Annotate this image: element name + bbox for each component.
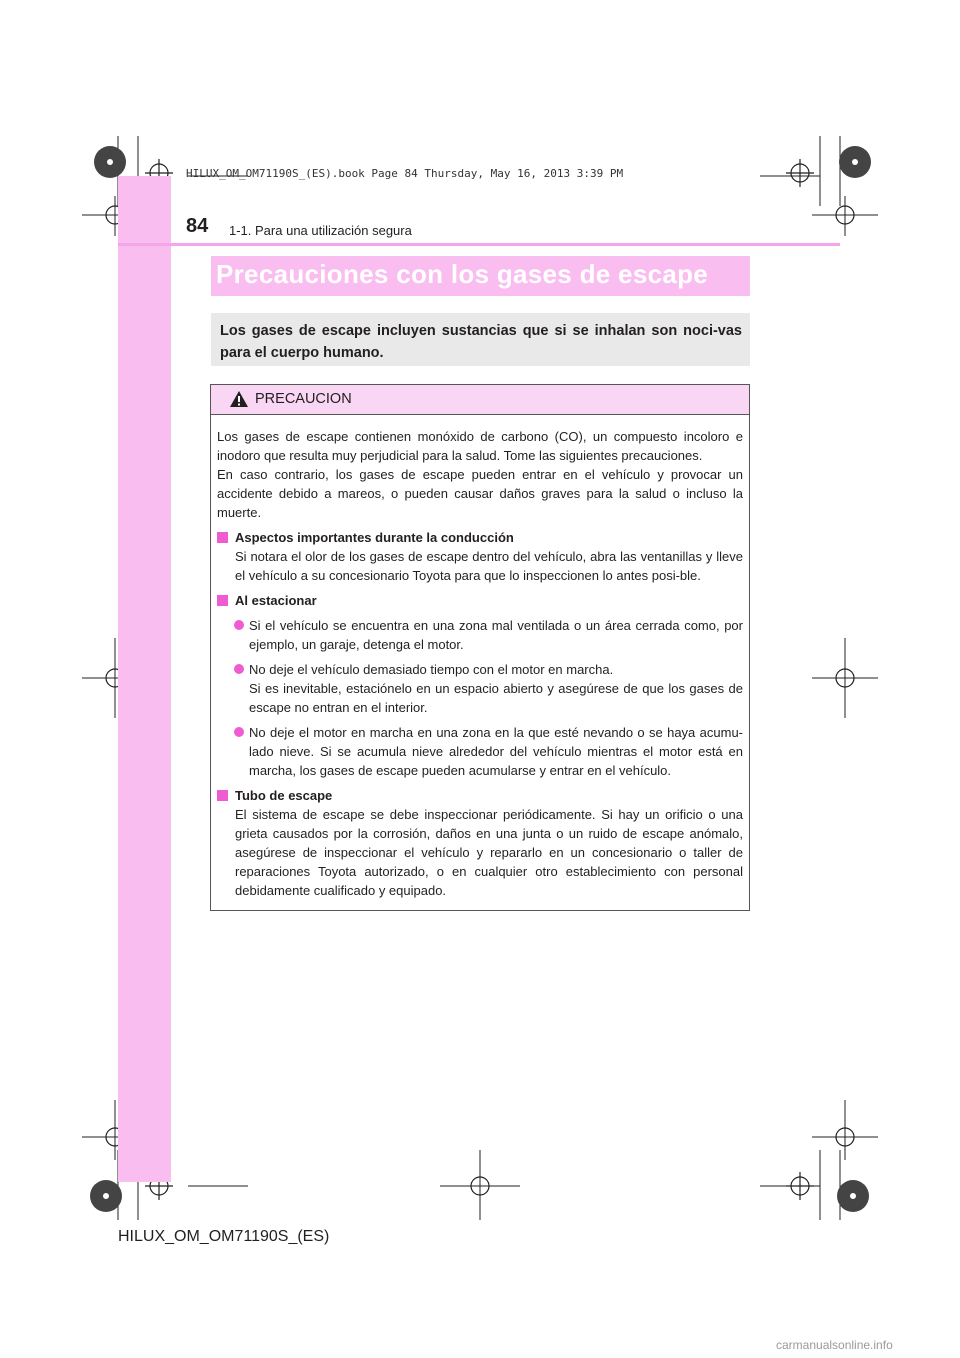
square-bullet-icon: [217, 790, 228, 801]
section-heading: Al estacionar: [217, 591, 743, 610]
section-text: El sistema de escape se debe inspeccionar periódicamente. Si hay un orificio o una grieta causados por la corrosión, daños en una junta o un ruido de escape anómalo, asegúrese de inspeccionar el vehículo y repararlo en un concesionario o taller de reparaciones Toyota autorizado, o en cualquier otro establecimiento con personal debidamente cualificado y equipado.: [235, 807, 743, 898]
caution-paragraph: Los gases de escape contienen monóxido de carbono (CO), un compuesto incoloro e inodoro que resulta muy perjudicial para la salud. Tome las siguientes precauciones.: [217, 429, 743, 463]
list-item: No deje el motor en marcha en una zona en la que esté nevando o se haya acumu-lado nieve. Si se acumula nieve alrededor del vehículo mientras el motor está en marcha, los gases de escape pueden acumularse y entrar en el vehículo.: [217, 723, 743, 780]
section-heading: Aspectos importantes durante la conducción: [217, 528, 743, 547]
list-item: Si el vehículo se encuentra en una zona mal ventilada o un área cerrada como, por ejemplo, un garaje, detenga el motor.: [217, 616, 743, 654]
section-text: Si notara el olor de los gases de escape dentro del vehículo, abra las ventanillas y lleve el vehículo a su concesionario Toyota para que lo inspeccionen lo antes posi-ble.: [235, 549, 743, 583]
page-title: Precauciones con los gases de escape: [216, 259, 709, 289]
footer-code: HILUX_OM_OM71190S_(ES): [118, 1228, 330, 1245]
section-heading: Tubo de escape: [217, 786, 743, 805]
square-bullet-icon: [217, 532, 228, 543]
round-bullet-icon: [234, 620, 244, 630]
square-bullet-icon: [217, 595, 228, 606]
section-title: 1-1. Para una utilización segura: [229, 223, 412, 238]
side-tab: [118, 176, 171, 1182]
book-info: HILUX_OM_OM71190S_(ES).book Page 84 Thursday, May 16, 2013 3:39 PM: [186, 167, 624, 180]
caution-box: [210, 384, 750, 911]
warning-icon: [229, 390, 249, 408]
page-number: 84: [186, 215, 209, 237]
round-bullet-icon: [234, 727, 244, 737]
list-item: No deje el vehículo demasiado tiempo con el motor en marcha. Si es inevitable, estaciónelo en un espacio abierto y asegúrese de que los gases de escape no entran en el interior.: [217, 660, 743, 717]
caution-header: [211, 385, 749, 415]
intro-box: Los gases de escape incluyen sustancias que si se inhalan son noci-vas para el cuerpo humano.: [211, 313, 750, 366]
header-rule: [118, 243, 840, 246]
round-bullet-icon: [234, 664, 244, 674]
caution-body: [211, 415, 749, 900]
watermark: carmanualsonline.info: [776, 1338, 893, 1352]
caution-paragraph: En caso contrario, los gases de escape pueden entrar en el vehículo y provocar un accidente debido a mareos, o pueden causar daños graves para la salud o incluso la muerte.: [217, 467, 743, 520]
caution-label: PRECAUCION: [255, 391, 352, 407]
